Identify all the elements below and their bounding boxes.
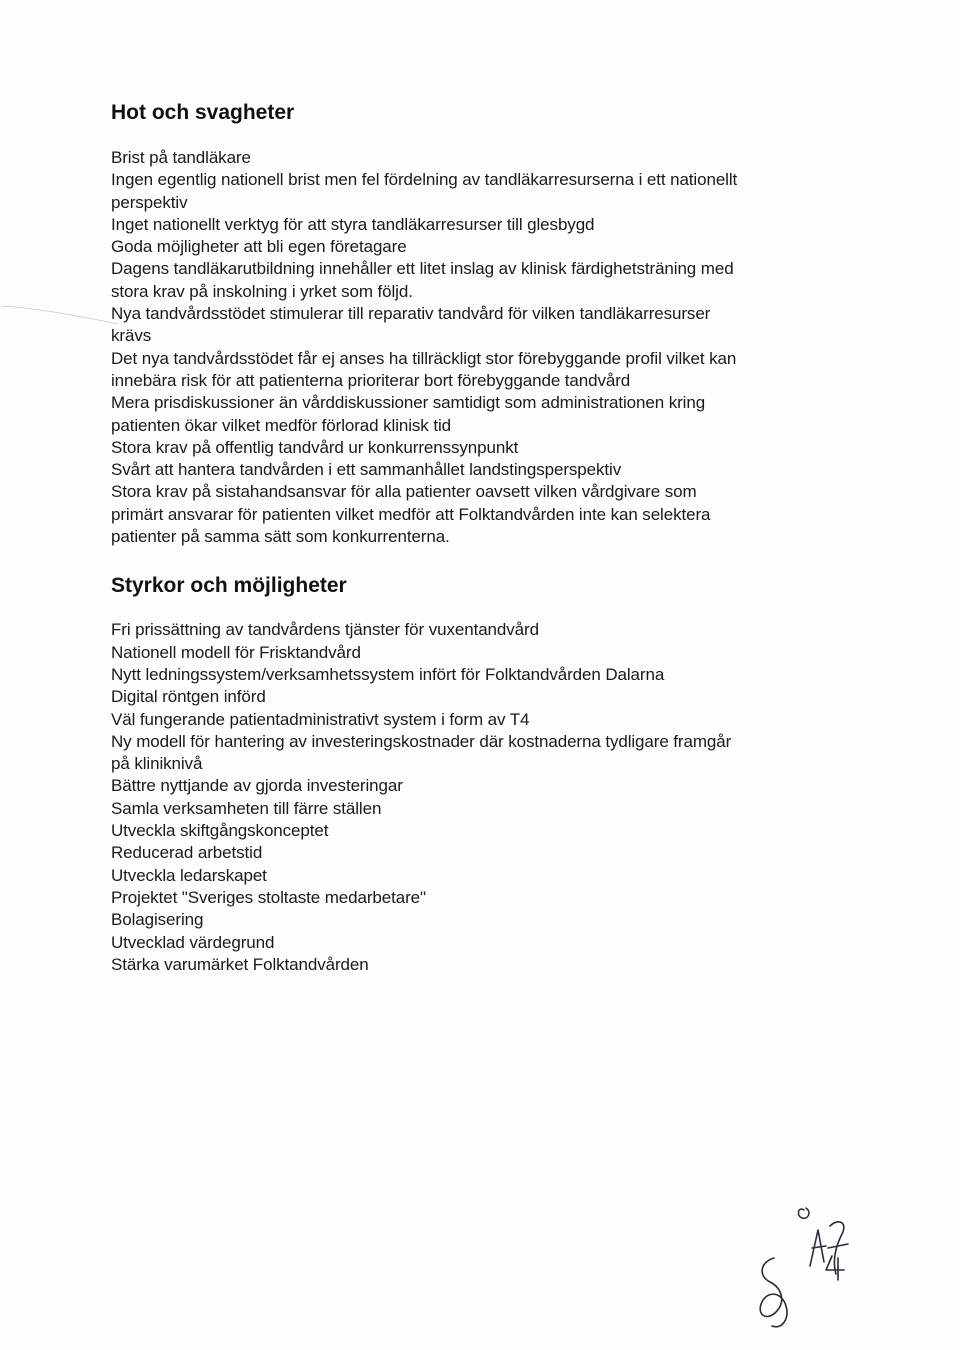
strengths-line: Digital röntgen införd [111, 687, 266, 707]
threats-heading: Hot och svagheter [111, 101, 295, 124]
strengths-line: Nytt ledningssystem/verksamhetssystem infört för Folktandvården Dalarna [111, 664, 665, 684]
document-content [111, 99, 851, 976]
threats-line: Ingen egentlig nationell brist men fel fördelning av tandläkarresurserna i ett nationellt [111, 170, 738, 190]
strengths-section [111, 572, 851, 976]
strengths-line: på kliniknivå [111, 754, 203, 774]
threats-line: Svårt att hantera tandvården i ett sammanhållet landstingsperspektiv [111, 460, 622, 480]
threats-line: Brist på tandläkare [111, 148, 251, 167]
strengths-line: Ny modell för hantering av investeringskostnader där kostnaderna tydligare framgår [111, 731, 732, 751]
strengths-line: Reducerad arbetstid [111, 843, 263, 863]
strengths-heading: Styrkor och möjligheter [111, 574, 347, 598]
threats-line: Det nya tandvårdsstödet får ej anses ha tillräckligt stor förebyggande profil vilket kan [111, 348, 737, 368]
threats-line: Mera prisdiskussioner än vårddiskussioner samtidigt som administrationen kring [111, 393, 706, 413]
threats-line: Goda möjligheter att bli egen företagare [111, 237, 407, 257]
threats-line: innebära risk för att patienterna prioriterar bort förebyggande tandvård [111, 370, 631, 390]
threats-section [111, 99, 851, 548]
threats-line: Nya tandvårdsstödet stimulerar till reparativ tandvård för vilken tandläkarresurser [111, 304, 711, 324]
strengths-line: Projektet "Sveriges stoltaste medarbetare" [111, 887, 426, 907]
strengths-line: Nationell modell för Frisktandvård [111, 642, 361, 662]
threats-line: Inget nationellt verktyg för att styra tandläkarresurser till glesbygd [111, 214, 595, 234]
handwritten-signature-icon [752, 1196, 872, 1336]
stray-line-mark [0, 300, 120, 340]
strengths-line: Utveckla ledarskapet [111, 865, 267, 885]
strengths-line: Fri prissättning av tandvårdens tjänster för vuxentandvård [111, 620, 539, 640]
strengths-line: Utvecklad värdegrund [111, 932, 275, 952]
strengths-line: Stärka varumärket Folktandvården [111, 954, 369, 974]
strengths-line: Utveckla skiftgångskonceptet [111, 821, 329, 841]
threats-line: patienter på samma sätt som konkurrenterna. [111, 527, 450, 547]
strengths-line: Bättre nyttjande av gjorda investeringar [111, 776, 403, 796]
strengths-list [111, 619, 851, 976]
threats-line: patienten ökar vilket medför förlorad klinisk tid [111, 415, 451, 435]
strengths-line: Samla verksamheten till färre ställen [111, 798, 382, 818]
threats-line: perspektiv [111, 192, 188, 212]
threats-line: primärt ansvarar för patienten vilket medför att Folktandvården inte kan selektera [111, 504, 711, 524]
strengths-line: Väl fungerande patientadministrativt system i form av T4 [111, 709, 530, 729]
threats-list [111, 147, 851, 548]
threats-line: stora krav på inskolning i yrket som följd. [111, 281, 413, 301]
threats-line: Dagens tandläkarutbildning innehåller ett litet inslag av klinisk färdighetsträning med [111, 259, 734, 279]
threats-line: Stora krav på offentlig tandvård ur konkurrenssynpunkt [111, 437, 519, 457]
strengths-line: Bolagisering [111, 910, 204, 930]
threats-line: krävs [111, 326, 152, 346]
threats-line: Stora krav på sistahandsansvar för alla patienter oavsett vilken vårdgivare som [111, 482, 697, 502]
